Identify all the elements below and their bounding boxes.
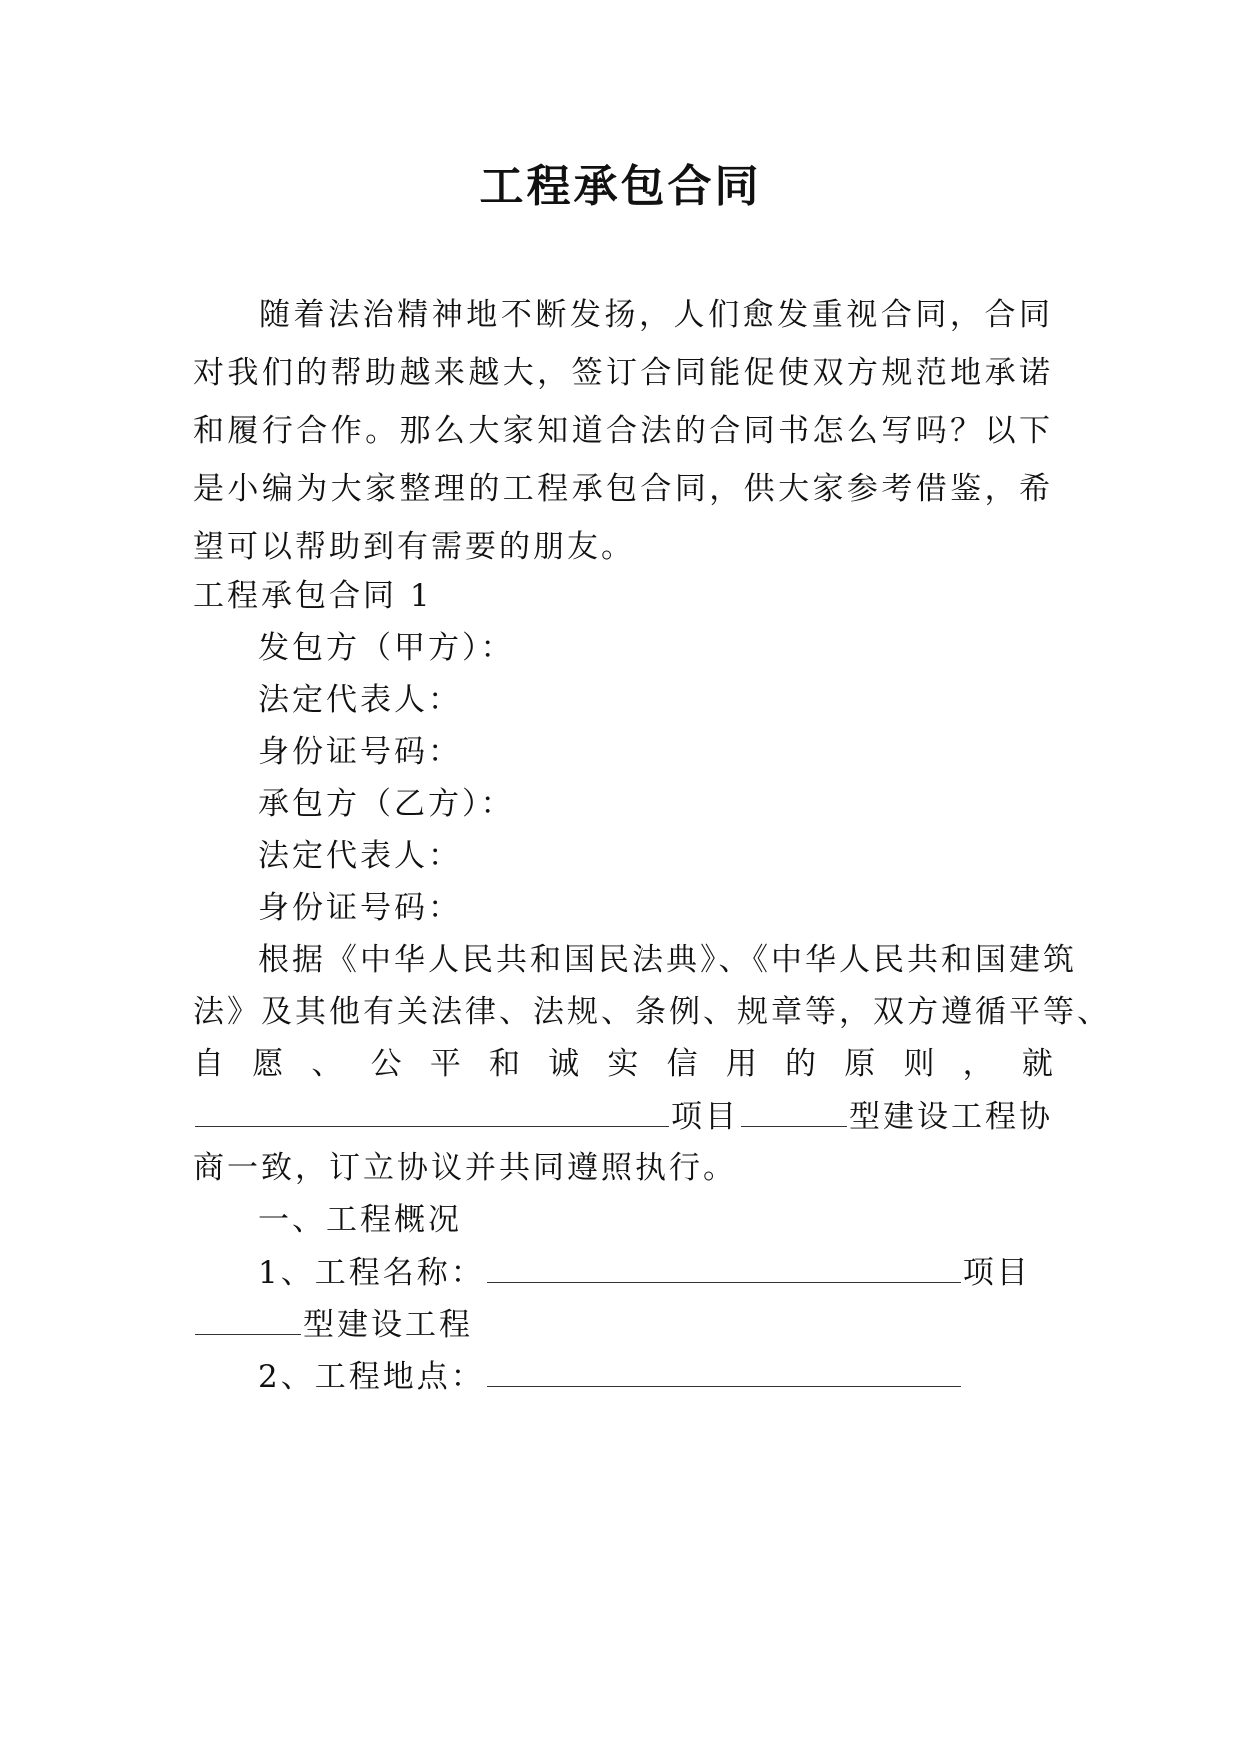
char: 原 xyxy=(844,1046,876,1082)
legal-basis-line-1: 根据《中华人民共和国民法典》、《中华人民共和国建筑 xyxy=(258,942,1077,978)
char: 、 xyxy=(311,1046,343,1082)
item-1-cont-text: 型建设工程 xyxy=(303,1307,473,1343)
item-1-label: 1、工程名称： xyxy=(258,1255,485,1291)
legal-basis-line-4 xyxy=(193,1096,1053,1137)
party-b-label: 承包方（乙方）： xyxy=(258,786,515,822)
legal-rep-a-label: 法定代表人： xyxy=(258,682,462,718)
project-blank-field[interactable] xyxy=(195,1096,669,1127)
char: 就 xyxy=(1021,1046,1053,1082)
id-number-a-label: 身份证号码： xyxy=(258,734,462,770)
char: 和 xyxy=(489,1046,521,1082)
char: 公 xyxy=(370,1046,402,1082)
char: 诚 xyxy=(548,1046,580,1082)
item-1-continuation xyxy=(193,1304,473,1345)
project-type-blank-field[interactable] xyxy=(195,1304,301,1335)
legal-rep-b-label: 法定代表人： xyxy=(258,838,462,874)
item-2-label: 2、工程地点： xyxy=(258,1359,485,1395)
char: ， xyxy=(962,1046,994,1082)
item-2-line xyxy=(258,1356,963,1397)
project-text: 项目 xyxy=(671,1099,739,1135)
type-text: 型建设工程协 xyxy=(849,1099,1053,1135)
contract-heading: 工程承包合同 1 xyxy=(193,578,433,614)
project-name-blank-field[interactable] xyxy=(487,1252,961,1283)
legal-basis-line-2: 法》及其他有关法律、法规、条例、规章等，双方遵循平等、 xyxy=(193,994,1111,1030)
char: 实 xyxy=(607,1046,639,1082)
item-1-line xyxy=(258,1252,1031,1293)
legal-basis-line-3 xyxy=(193,1044,1053,1084)
char: 自 xyxy=(193,1046,224,1082)
project-location-blank-field[interactable] xyxy=(487,1356,961,1387)
id-number-b-label: 身份证号码： xyxy=(258,890,462,926)
party-a-label: 发包方（甲方）： xyxy=(258,630,515,666)
item-1-suffix: 项目 xyxy=(962,1255,1031,1291)
char: 愿 xyxy=(252,1046,284,1082)
char: 用 xyxy=(725,1046,757,1082)
char: 的 xyxy=(785,1046,817,1082)
char: 则 xyxy=(903,1046,935,1082)
char: 平 xyxy=(429,1046,461,1082)
section-heading-1: 一、工程概况 xyxy=(258,1202,462,1238)
char: 信 xyxy=(666,1046,698,1082)
type-blank-field[interactable] xyxy=(741,1096,847,1127)
intro-paragraph: 随着法治精神地不断发扬，人们愈发重视合同，合同对我们的帮助越来越大，签订合同能促使双方规范地承诺和履行合作。那么大家知道合法的合同书怎么写吗？以下是小编为大家整理的工程承包合同，供大家参考借鉴，希望可以帮助到有需要的朋友。 xyxy=(193,297,1053,565)
legal-basis-line-5: 商一致，订立协议并共同遵照执行。 xyxy=(193,1150,737,1186)
document-title: 工程承包合同 xyxy=(479,161,762,212)
